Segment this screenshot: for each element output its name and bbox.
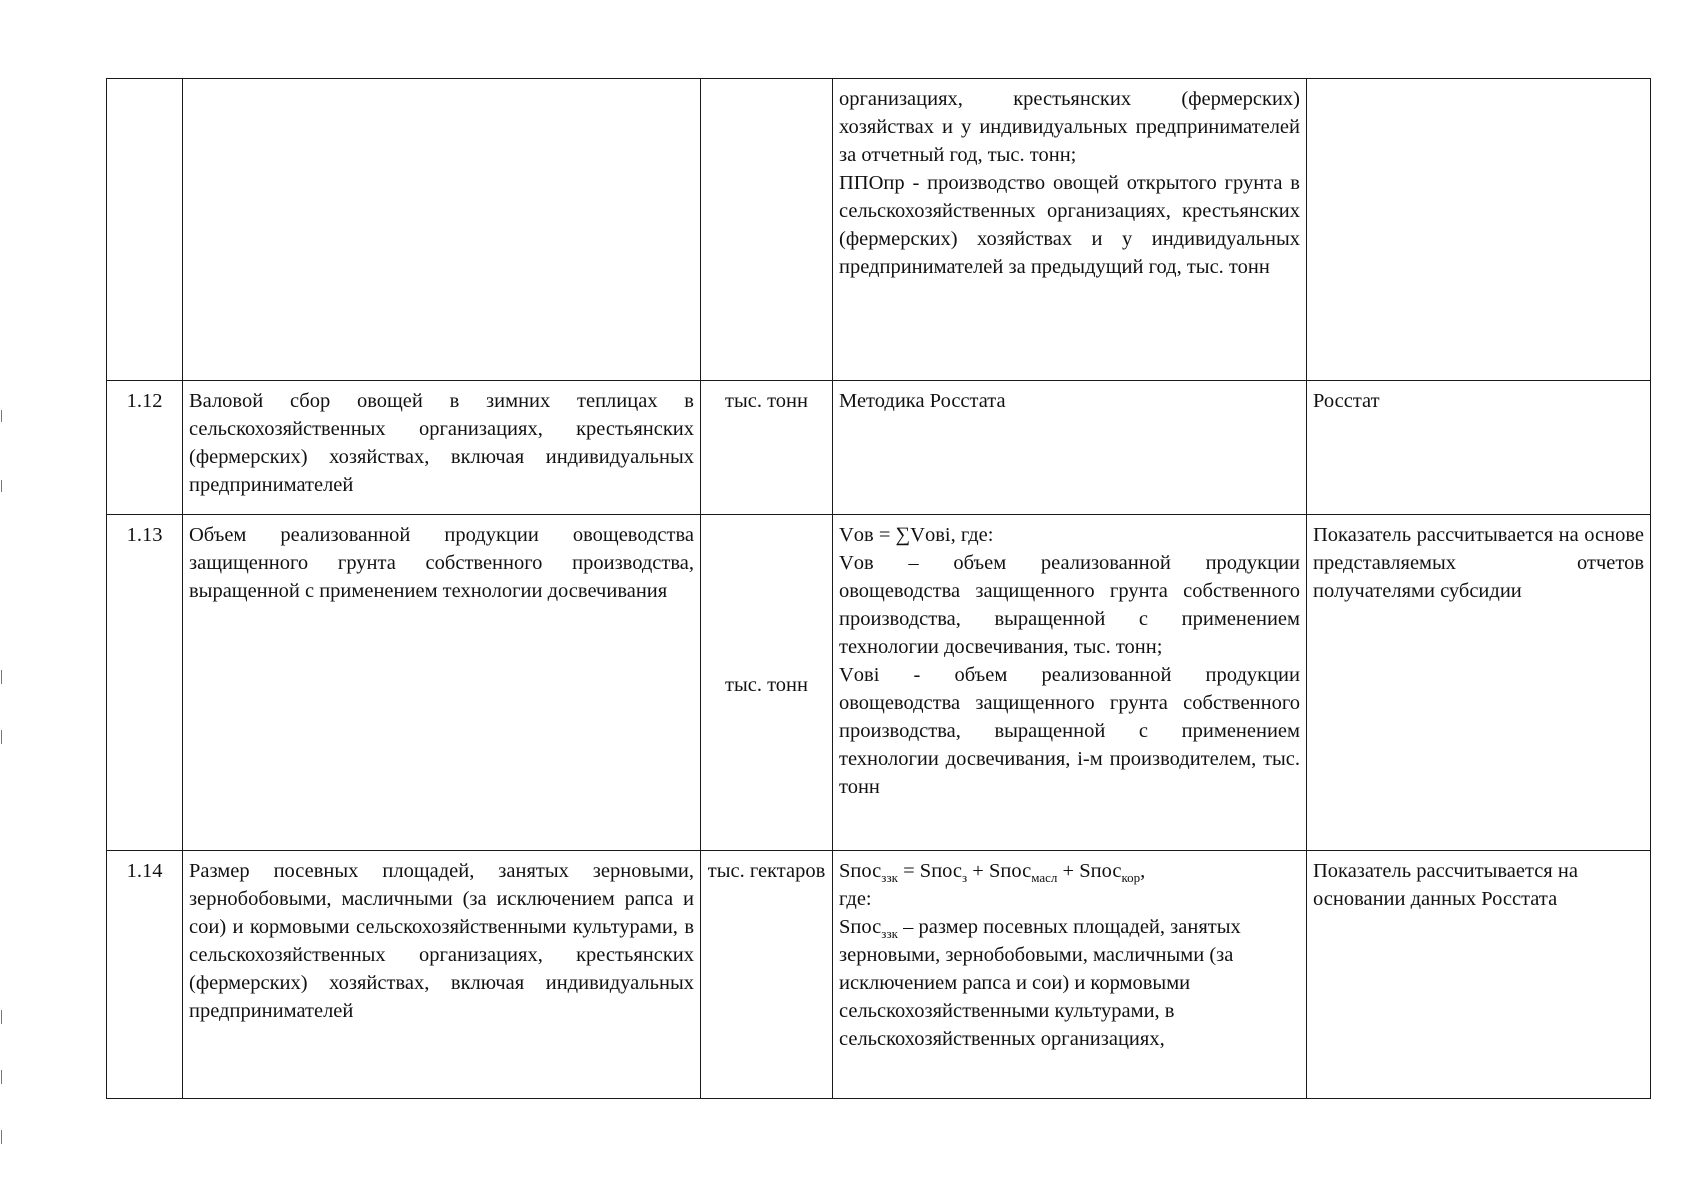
row-number-cell <box>107 79 183 381</box>
method-text: Sпос$_{ззк}$ – размер посевных площадей, занятых зерновыми, зернобобовыми, масличными (за исключением рапса и сои) и кормовыми сельскохозяйственными культурами, в сельскохозяйственных организациях, <box>839 916 1241 1050</box>
unit-cell <box>701 79 833 381</box>
row-number-cell: 1.12 <box>107 381 183 515</box>
table-row <box>107 381 1651 515</box>
formula-text: Sпос$_{ззк}$ = Sпос$_з$ + Sпос$_{масл}$ + Sпос$_{кор}$, <box>839 860 1146 886</box>
unit-cell: тыс. гектаров <box>701 851 833 1099</box>
table-row <box>107 515 1651 851</box>
method-text: Vов – объем реализованной продукции овощеводства защищенного грунта собственного производства, выращенной с применением технологии досвечивания, тыс. тонн; <box>839 552 1300 658</box>
method-cell <box>833 851 1307 1099</box>
table-row <box>107 851 1651 1099</box>
source-cell <box>1307 79 1651 381</box>
method-text: Методика Росстата <box>839 390 1006 412</box>
method-cell <box>833 381 1307 515</box>
source-cell: Росстат <box>1307 381 1651 515</box>
source-cell: Показатель рассчитывается на основе представляемых отчетов получателями субсидии <box>1307 515 1651 851</box>
scan-margin-marks <box>0 370 4 1200</box>
formula-text: Vов = ∑Vовi, где: <box>839 524 994 546</box>
indicator-name-cell: Валовой сбор овощей в зимних теплицах в сельскохозяйственных организациях, крестьянских (фермерских) хозяйствах, включая индивидуальных предпринимателей <box>183 381 701 515</box>
row-number-cell: 1.14 <box>107 851 183 1099</box>
source-cell: Показатель рассчитывается на основании данных Росстата <box>1307 851 1651 1099</box>
unit-cell: тыс. тонн <box>701 381 833 515</box>
row-number-cell: 1.13 <box>107 515 183 851</box>
method-text: ППОпр - производство овощей открытого грунта в сельскохозяйственных организациях, крестьянских (фермерских) хозяйствах и у индивидуальных предпринимателей за предыдущий год, тыс. тонн <box>839 172 1300 278</box>
formula-where: где: <box>839 888 872 910</box>
indicators-table <box>106 78 1651 1099</box>
indicator-name-cell: Объем реализованной продукции овощеводства защищенного грунта собственного производства, выращенной с применением технологии досвечивания <box>183 515 701 851</box>
unit-cell: тыс. тонн <box>701 515 833 851</box>
method-cell <box>833 515 1307 851</box>
table-row <box>107 79 1651 381</box>
method-cell <box>833 79 1307 381</box>
indicator-name-cell: Размер посевных площадей, занятых зерновыми, зернобобовыми, масличными (за исключением рапса и сои) и кормовыми сельскохозяйственными культурами, в сельскохозяйственных организациях, крестьянских (фермерских) хозяйствах, включая индивидуальных предпринимателей <box>183 851 701 1099</box>
method-text: организациях, крестьянских (фермерских) хозяйствах и у индивидуальных предпринимателей за отчетный год, тыс. тонн; <box>839 88 1300 166</box>
indicator-name-cell <box>183 79 701 381</box>
method-text: Vовi - объем реализованной продукции овощеводства защищенного грунта собственного производства, выращенной с применением технологии досвечивания, i-м производителем, тыс. тонн <box>839 664 1300 798</box>
